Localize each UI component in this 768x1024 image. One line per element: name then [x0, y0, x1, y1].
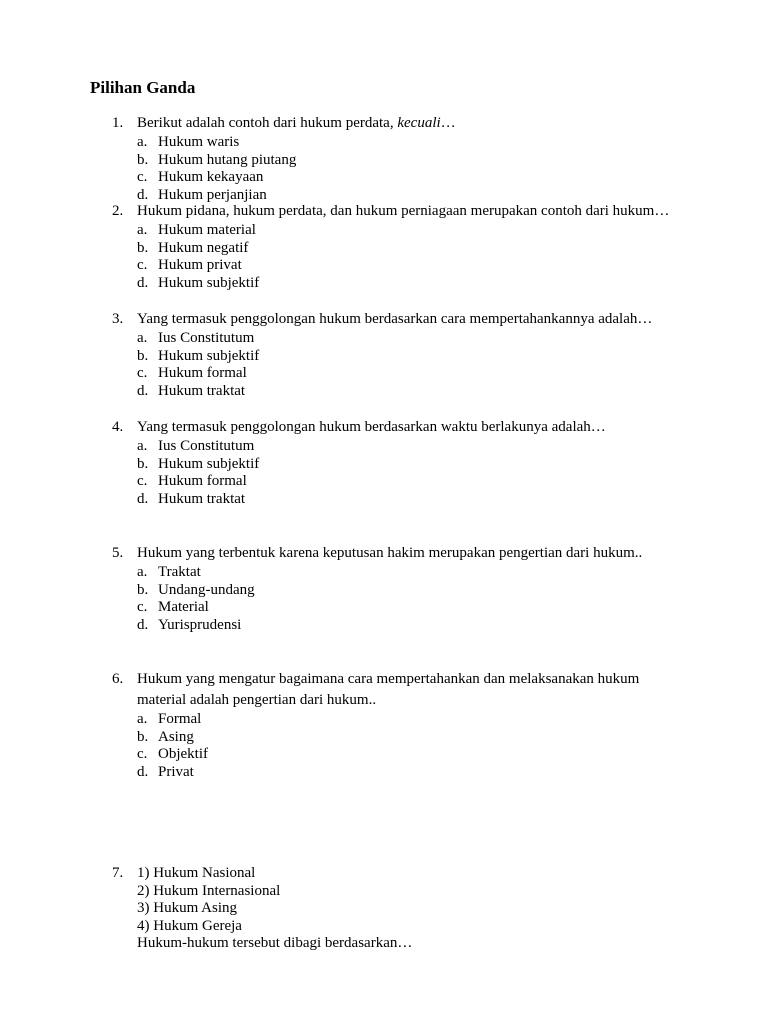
question-1 — [112, 113, 692, 204]
option-letter: c. — [137, 169, 148, 186]
question-4 — [112, 417, 692, 508]
option-c — [137, 257, 692, 275]
option-a — [137, 330, 692, 348]
option-b — [137, 152, 692, 170]
option-letter: b. — [137, 239, 149, 256]
question-list-item-3: 3) Hukum Asing — [137, 900, 238, 917]
option-b — [137, 456, 692, 474]
option-letter: a. — [137, 330, 148, 346]
option-c — [137, 473, 692, 491]
option-letter: b. — [137, 151, 149, 168]
question-3 — [112, 309, 692, 400]
question-prompt: Hukum-hukum tersebut dibagi berdasarkan… — [137, 935, 413, 952]
option-letter: a. — [137, 564, 148, 580]
option-text: Hukum hutang piutang — [158, 151, 297, 168]
options-list — [137, 222, 692, 292]
question-number: 7. — [112, 865, 124, 881]
option-text: Hukum subjektif — [158, 347, 260, 364]
option-text: Hukum kekayaan — [158, 169, 264, 186]
option-a — [137, 222, 692, 240]
option-text: Ius Constitutum — [158, 438, 255, 454]
option-c — [137, 365, 692, 383]
option-text: Hukum traktat — [158, 490, 246, 507]
option-text: Traktat — [158, 564, 201, 580]
question-number: 1. — [112, 115, 124, 131]
option-text: Objektif — [158, 746, 208, 763]
question-7 — [112, 865, 692, 953]
question-list-item-2: 2) Hukum Internasional — [137, 882, 281, 899]
question-list-item-4: 4) Hukum Gereja — [137, 917, 242, 934]
option-letter: d. — [137, 274, 149, 291]
option-letter: c. — [137, 365, 148, 382]
options-list — [137, 438, 692, 508]
option-text: Hukum traktat — [158, 382, 246, 399]
question-text: Yang termasuk penggolongan hukum berdasarkan cara mempertahankannya adalah… — [137, 311, 653, 327]
option-c — [137, 746, 692, 764]
option-letter: c. — [137, 473, 148, 490]
option-d — [137, 491, 692, 509]
question-text-tail: … — [440, 115, 456, 131]
option-letter: b. — [137, 347, 149, 364]
option-text: Ius Constitutum — [158, 330, 255, 346]
option-b — [137, 582, 692, 600]
option-text: Hukum waris — [158, 134, 240, 150]
option-a — [137, 438, 692, 456]
option-text: Hukum subjektif — [158, 274, 260, 291]
option-text: Hukum subjektif — [158, 455, 260, 472]
option-c — [137, 169, 692, 187]
question-2 — [112, 201, 692, 292]
option-letter: c. — [137, 257, 148, 274]
option-letter: c. — [137, 746, 148, 763]
option-text: Hukum material — [158, 222, 256, 238]
option-letter: a. — [137, 438, 148, 454]
option-letter: d. — [137, 616, 149, 633]
question-text: Hukum pidana, hukum perdata, dan hukum perniagaan merupakan contoh dari hukum… — [137, 203, 670, 219]
option-letter: c. — [137, 599, 148, 616]
question-5 — [112, 543, 692, 634]
option-text: Hukum perjanjian — [158, 186, 267, 203]
question-number: 4. — [112, 419, 124, 435]
option-d — [137, 617, 692, 635]
option-text: Undang-undang — [158, 581, 255, 598]
option-text: Hukum negatif — [158, 239, 249, 256]
options-list — [137, 330, 692, 400]
option-letter: d. — [137, 186, 149, 203]
option-text: Material — [158, 599, 209, 616]
question-number: 5. — [112, 545, 124, 561]
option-letter: b. — [137, 728, 149, 745]
options-list — [137, 711, 692, 781]
option-letter: a. — [137, 711, 148, 727]
option-a — [137, 134, 692, 152]
option-text: Hukum formal — [158, 473, 247, 490]
option-a — [137, 564, 692, 582]
option-a — [137, 711, 692, 729]
option-d — [137, 764, 692, 782]
option-text: Hukum formal — [158, 365, 247, 382]
option-text: Asing — [158, 728, 194, 745]
option-letter: d. — [137, 382, 149, 399]
question-text-main: Berikut adalah contoh dari hukum perdata, — [137, 115, 398, 131]
option-b — [137, 729, 692, 747]
option-letter: d. — [137, 763, 149, 780]
option-d — [137, 275, 692, 293]
option-letter: b. — [137, 455, 149, 472]
question-number: 3. — [112, 311, 124, 327]
option-b — [137, 348, 692, 366]
question-emphasis: kecuali — [397, 115, 441, 131]
options-list — [137, 134, 692, 204]
question-text: Hukum yang mengatur bagaimana cara mempertahankan dan melaksanakan hukum material adalah pengertian dari hukum.. — [137, 671, 640, 708]
question-text — [137, 113, 692, 134]
option-letter: a. — [137, 222, 148, 238]
option-text: Hukum privat — [158, 257, 242, 274]
option-text: Formal — [158, 711, 202, 727]
option-letter: b. — [137, 581, 149, 598]
option-letter: a. — [137, 134, 148, 150]
question-text: Hukum yang terbentuk karena keputusan hakim merupakan pengertian dari hukum.. — [137, 545, 643, 561]
question-list-item-1: 1) Hukum Nasional — [137, 865, 256, 881]
question-list — [137, 883, 692, 953]
option-b — [137, 240, 692, 258]
options-list — [137, 564, 692, 634]
section-title: Pilihan Ganda — [90, 78, 196, 97]
option-letter: d. — [137, 490, 149, 507]
question-number: 6. — [112, 671, 124, 687]
option-d — [137, 383, 692, 401]
option-text: Yurisprudensi — [158, 616, 242, 633]
question-number: 2. — [112, 203, 124, 219]
option-c — [137, 599, 692, 617]
question-6 — [112, 669, 692, 781]
question-text: Yang termasuk penggolongan hukum berdasarkan waktu berlakunya adalah… — [137, 419, 606, 435]
option-text: Privat — [158, 763, 194, 780]
